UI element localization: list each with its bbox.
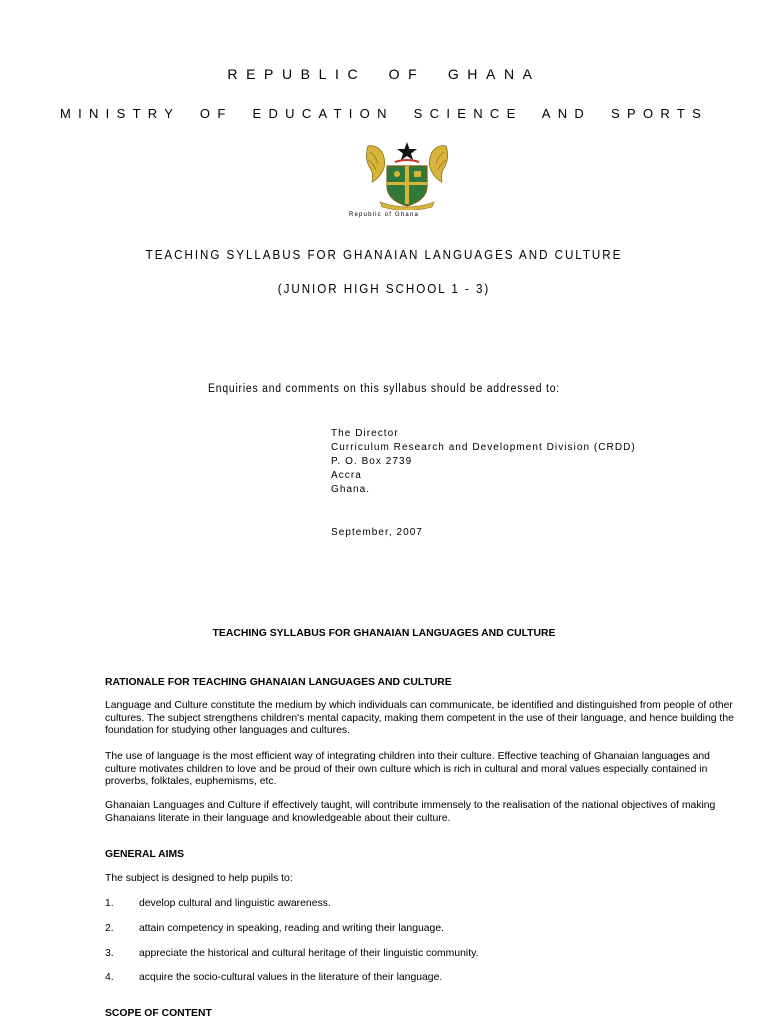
- aim-item: [105, 972, 735, 983]
- scope-of-content-heading: SCOPE OF CONTENT: [105, 1008, 212, 1019]
- address-line: Ghana.: [331, 484, 371, 495]
- syllabus-subtitle: (JUNIOR HIGH SCHOOL 1 - 3): [277, 282, 491, 296]
- general-aims-heading: GENERAL AIMS: [105, 849, 185, 860]
- ghana-coat-of-arms-icon: [362, 138, 452, 210]
- aim-number: 1.: [105, 898, 114, 909]
- republic-title: REPUBLIC OF GHANA: [227, 66, 541, 82]
- contact-address: [331, 427, 636, 497]
- coat-of-arms-caption: Republic of Ghana: [348, 212, 420, 218]
- address-line: Accra: [331, 470, 362, 481]
- enquiries-note: Enquiries and comments on this syllabus should be addressed to:: [208, 383, 560, 395]
- aim-item: [105, 923, 735, 934]
- aim-item: [105, 948, 735, 959]
- aim-number: 3.: [105, 948, 114, 959]
- address-line: P. O. Box 2739: [331, 456, 413, 467]
- aim-number: 2.: [105, 923, 114, 934]
- rationale-heading: RATIONALE FOR TEACHING GHANAIAN LANGUAGES AND CULTURE: [105, 677, 452, 688]
- aim-number: 4.: [105, 972, 114, 983]
- aim-text: appreciate the historical and cultural heritage of their linguistic community.: [139, 948, 479, 959]
- publication-date: September, 2007: [331, 527, 423, 538]
- syllabus-title: TEACHING SYLLABUS FOR GHANAIAN LANGUAGES AND CULTURE: [145, 248, 623, 262]
- address-line: The Director: [331, 428, 399, 439]
- aim-text: attain competency in speaking, reading and writing their language.: [139, 923, 444, 934]
- address-line: Curriculum Research and Development Division (CRDD): [331, 442, 636, 453]
- ministry-title: MINISTRY OF EDUCATION SCIENCE AND SPORTS: [59, 106, 709, 121]
- rationale-paragraph: Language and Culture constitute the medium by which individuals can communicate, be identified and distinguished from people of other cultures. The subject strengthens children's mental capacity, making them competent in the use of their language, and hence building the foundation for studying other languages and cultures.: [105, 700, 734, 737]
- rationale-paragraph: Ghanaian Languages and Culture if effectively taught, will contribute immensely to the realisation of the national objectives of making Ghanaians literate in their language and knowledgeable about their culture.: [105, 800, 716, 824]
- aim-text: develop cultural and linguistic awareness.: [139, 898, 331, 909]
- aim-text: acquire the socio-cultural values in the literature of their language.: [139, 972, 443, 983]
- document-heading: TEACHING SYLLABUS FOR GHANAIAN LANGUAGES AND CULTURE: [212, 628, 556, 639]
- general-aims-intro: The subject is designed to help pupils to:: [105, 873, 293, 884]
- aim-item: [105, 898, 735, 909]
- rationale-paragraph: The use of language is the most efficient way of integrating children into their culture. Effective teaching of Ghanaian languages and culture motivates children to love and be proud of their own culture which is rich in cultural and moral values especially contained in proverbs, folktales, euphemisms, etc.: [105, 751, 710, 788]
